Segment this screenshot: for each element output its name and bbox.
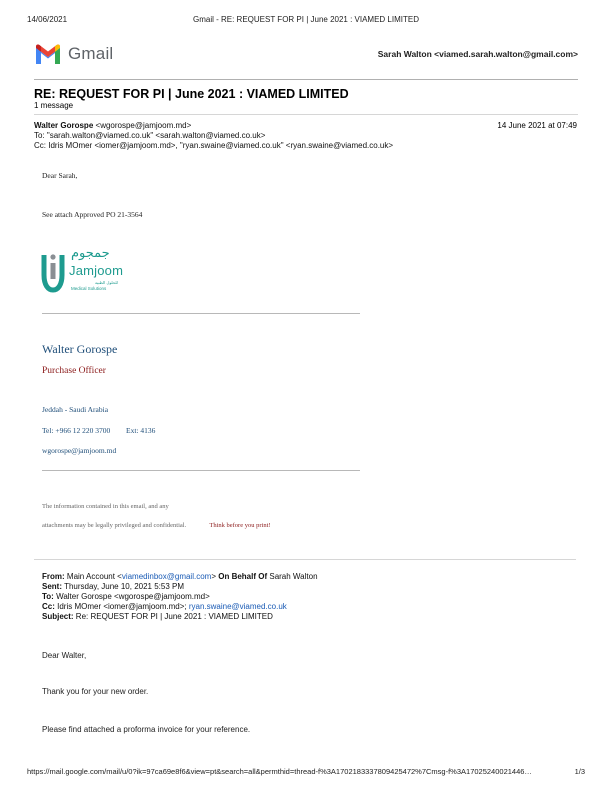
message-timestamp: 14 June 2021 at 07:49 (497, 121, 577, 130)
signature-divider-bottom (42, 470, 360, 471)
print-date: 14/06/2021 (27, 15, 68, 24)
greeting: Dear Sarah, (42, 171, 78, 180)
fwd-sent-value: Thursday, June 10, 2021 5:53 PM (64, 582, 185, 591)
fwd-sent (42, 582, 184, 592)
disclaimer-line-2 (42, 522, 271, 529)
header-divider (34, 79, 578, 80)
logo-tagline: Medical Solutions (71, 286, 107, 291)
jamjoom-logo (41, 247, 131, 295)
fwd-from-value: Main Account < (66, 572, 122, 581)
signature-ext: Ext: 4136 (126, 426, 156, 435)
fwd-from-label: From: (42, 572, 65, 581)
logo-arabic-text: جمجوم (71, 246, 110, 261)
signature-role: Purchase Officer (42, 366, 106, 376)
fwd-from-close: > (211, 572, 216, 581)
fwd-subject-value: Re: REQUEST FOR PI | June 2021 : VIAMED LIMITED (75, 612, 273, 621)
quote-divider (34, 559, 576, 560)
fwd-to-label: To: (42, 592, 54, 601)
fwd-sent-label: Sent: (42, 582, 62, 591)
fwd-greeting: Dear Walter, (42, 651, 87, 660)
body-line: See attach Approved PO 21-3564 (42, 210, 143, 219)
fwd-behalf-label: On Behalf Of (218, 572, 268, 581)
sender-email: <wgorospe@jamjoom.md> (95, 121, 192, 130)
page-number: 1/3 (574, 767, 585, 776)
signature-name: Walter Gorospe (42, 342, 118, 356)
signature-location: Jeddah - Saudi Arabia (42, 405, 109, 414)
subject-divider (34, 114, 578, 115)
message-to: To: "sarah.walton@viamed.co.uk" <sarah.walton@viamed.co.uk> (34, 131, 266, 140)
fwd-line-2: Please find attached a proforma invoice for your reference. (42, 725, 251, 734)
fwd-subject (42, 612, 273, 622)
logo-name: Jamjoom (69, 263, 124, 278)
signature-tel: Tel: +966 12 220 3700 (42, 426, 111, 435)
logo-arabic-tagline: للحلول الطبية (95, 280, 118, 285)
disclaimer-text: attachments may be legally privileged and confidential. (42, 522, 187, 529)
print-title: Gmail - RE: REQUEST FOR PI | June 2021 : VIAMED LIMITED (193, 15, 419, 24)
signature-phone (42, 426, 155, 435)
jamjoom-mark-icon (41, 249, 65, 293)
signature-email: wgorospe@jamjoom.md (42, 446, 117, 455)
message-count: 1 message (34, 101, 74, 110)
fwd-behalf-value: Sarah Walton (269, 572, 318, 581)
fwd-line-1: Thank you for your new order. (42, 687, 149, 696)
account-label: Sarah Walton <viamed.sarah.walton@gmail.com> (377, 49, 578, 59)
gmail-m-icon (34, 44, 62, 65)
gmail-wordmark: Gmail (68, 44, 114, 63)
message-cc: Cc: Idris MOmer <iomer@jamjoom.md>, "ryan.swaine@viamed.co.uk" <ryan.swaine@viamed.co.uk> (34, 141, 394, 150)
fwd-to-value: Walter Gorospe <wgorospe@jamjoom.md> (56, 592, 210, 601)
fwd-from (42, 572, 318, 582)
fwd-cc (42, 602, 287, 612)
think-before-print: Think before you print! (209, 522, 271, 529)
fwd-to (42, 592, 210, 602)
signature-divider-top (42, 313, 360, 314)
fwd-cc-label: Cc: (42, 602, 55, 611)
fwd-from-link[interactable]: viamedinbox@gmail.com (121, 572, 212, 581)
disclaimer-line-1: The information contained in this email, and any (42, 503, 169, 510)
message-sender (34, 121, 191, 131)
fwd-cc-link[interactable]: ryan.swaine@viamed.co.uk (188, 602, 287, 611)
sender-name: Walter Gorospe (34, 121, 94, 130)
gmail-logo (34, 42, 113, 66)
print-url: https://mail.google.com/mail/u/0?ik=97ca69e8f6&view=pt&search=all&permthid=thread-f%3A1702183337809425472%7Cmsg-f%3A17025240021446… (27, 767, 532, 776)
fwd-subject-label: Subject: (42, 612, 74, 621)
fwd-cc-value: Idris MOmer <iomer@jamjoom.md>; (57, 602, 187, 611)
thread-subject: RE: REQUEST FOR PI | June 2021 : VIAMED LIMITED (34, 87, 349, 101)
